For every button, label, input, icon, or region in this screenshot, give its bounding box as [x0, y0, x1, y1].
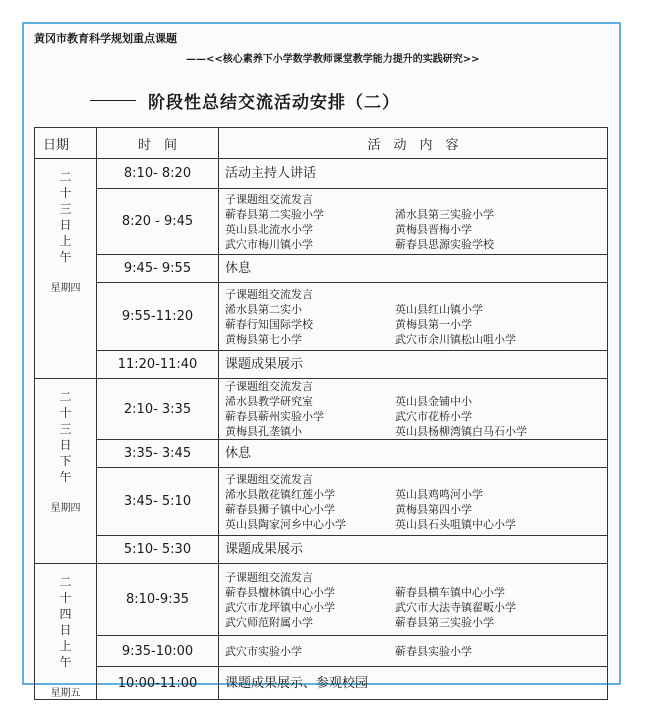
activity-heading: 子课题组交流发言: [225, 380, 313, 393]
date-label: 二 十 四 日 上 午: [59, 575, 72, 669]
school-name: 蕲春县横车镇中心小学: [395, 585, 505, 599]
activity-cell: [219, 189, 608, 255]
school-name: 英山县北流水小学: [225, 222, 313, 236]
school-name: 武穴市龙坪镇中心小学: [225, 600, 335, 614]
table-row: [35, 440, 608, 468]
school-pair: [225, 237, 607, 252]
school-name: 蕲春县狮子镇中心小学: [225, 502, 335, 516]
weekday-label: 星期四: [50, 503, 81, 514]
school-name: 黄梅县孔垄镇小: [225, 425, 302, 438]
schedule-body: [35, 159, 608, 700]
school-name: 武穴市梅川镇小学: [225, 237, 313, 251]
time-cell: 11:20-11:40: [97, 351, 219, 379]
time-cell: 3:35- 3:45: [97, 440, 219, 468]
school-pair: [225, 585, 607, 600]
table-row: [35, 564, 608, 636]
activity-cell: [219, 379, 608, 440]
activity-cell: 课题成果展示、参观校园: [219, 667, 608, 700]
time-cell: 2:10- 3:35: [97, 379, 219, 440]
school-pair: [225, 302, 607, 317]
table-header-row: [35, 128, 608, 159]
col-header-date: 日期: [35, 128, 97, 159]
school-name: 武穴市花桥小学: [395, 410, 472, 423]
time-cell: 8:10-9:35: [97, 564, 219, 636]
school-name: 蕲春县蕲州实验小学: [225, 410, 324, 423]
schedule-table: [34, 127, 608, 700]
school-pair: [225, 502, 607, 517]
activity-heading: 子课题组交流发言: [225, 472, 313, 486]
school-name: 英山县鸡鸣河小学: [395, 487, 483, 501]
table-row: [35, 536, 608, 564]
school-name: 武穴师范附属小学: [225, 615, 313, 629]
date-label: 二 十 三 日 上 午: [59, 170, 72, 264]
time-cell: 8:10- 8:20: [97, 159, 219, 189]
activity-cell: 课题成果展示: [219, 536, 608, 564]
school-name: 浠水县教学研究室: [225, 395, 313, 408]
school-name: 蕲春县实验小学: [395, 644, 472, 658]
school-pair: [225, 207, 607, 222]
school-name: 黄梅县第一小学: [395, 317, 472, 331]
date-label: 二 十 三 日 下 午: [59, 390, 72, 484]
time-cell: 9:45- 9:55: [97, 255, 219, 283]
school-name: 黄梅县第七小学: [225, 332, 302, 346]
school-pair: [225, 332, 607, 347]
school-pair: [225, 644, 607, 659]
time-cell: 3:45- 5:10: [97, 468, 219, 536]
school-pair: [225, 222, 607, 237]
time-cell: 10:00-11:00: [97, 667, 219, 700]
activity-heading: 子课题组交流发言: [225, 287, 313, 301]
activity-cell: 活动主持人讲话: [219, 159, 608, 189]
activity-cell: [219, 636, 608, 667]
table-row: [35, 189, 608, 255]
date-cell: [35, 564, 97, 700]
activity-cell: [219, 283, 608, 351]
col-header-activity: 活 动 内 容: [219, 128, 608, 159]
activity-heading: 子课题组交流发言: [225, 570, 313, 584]
date-cell: [35, 379, 97, 564]
school-name: 武穴市余川镇松山咀小学: [395, 332, 516, 346]
school-pair: [225, 615, 607, 630]
time-cell: 8:20 - 9:45: [97, 189, 219, 255]
table-row: [35, 667, 608, 700]
school-name: 蕲春县思源实验学校: [395, 237, 494, 251]
school-name: 黄梅县晋梅小学: [395, 222, 472, 236]
page-title: 阶段性总结交流活动安排（二）: [148, 93, 400, 113]
school-name: 英山县陶家河乡中心小学: [225, 517, 346, 531]
school-pair: [225, 600, 607, 615]
activity-cell: [219, 468, 608, 536]
activity-cell: [219, 564, 608, 636]
time-cell: 9:55-11:20: [97, 283, 219, 351]
table-row: [35, 636, 608, 667]
research-subtitle: ——<<核心素养下小学数学教师课堂教学能力提升的实践研究>>: [186, 54, 480, 65]
school-name: 蕲春县檀林镇中心小学: [225, 585, 335, 599]
school-name: 浠水县散花镇红莲小学: [225, 487, 335, 501]
school-pair: [225, 517, 607, 532]
title-dash: [90, 100, 136, 101]
time-cell: 5:10- 5:30: [97, 536, 219, 564]
table-row: [35, 159, 608, 189]
date-cell: [35, 159, 97, 379]
school-name: 英山县石头咀镇中心小学: [395, 517, 516, 531]
org-header: 黄冈市教育科学规划重点课题: [34, 32, 177, 45]
time-cell: 9:35-10:00: [97, 636, 219, 667]
school-name: 蕲春县第二实验小学: [225, 207, 324, 221]
table-row: [35, 379, 608, 440]
school-name: 浠水县第二实小: [225, 302, 302, 316]
table-row: [35, 351, 608, 379]
school-name: 蕲春行知国际学校: [225, 317, 313, 331]
school-pair: [225, 487, 607, 502]
school-name: 武穴市大法寺镇翟畈小学: [395, 600, 516, 614]
school-name: 武穴市实验小学: [225, 644, 302, 658]
school-name: 蕲春县第三实验小学: [395, 615, 494, 629]
table-row: [35, 283, 608, 351]
school-name: 英山县红山镇小学: [395, 302, 483, 316]
school-pair: [225, 394, 607, 409]
col-header-time: 时 间: [97, 128, 219, 159]
weekday-label: 星期五: [50, 688, 81, 699]
school-pair: [225, 424, 607, 439]
school-name: 黄梅县第四小学: [395, 502, 472, 516]
school-name: 浠水县第三实验小学: [395, 207, 494, 221]
activity-cell: 课题成果展示: [219, 351, 608, 379]
weekday-label: 星期四: [50, 283, 81, 294]
activity-cell: 休息: [219, 440, 608, 468]
school-pair: [225, 409, 607, 424]
table-row: [35, 255, 608, 283]
activity-cell: 休息: [219, 255, 608, 283]
activity-heading: 子课题组交流发言: [225, 192, 313, 206]
school-pair: [225, 317, 607, 332]
school-name: 英山县金铺中小: [395, 395, 472, 408]
table-row: [35, 468, 608, 536]
school-name: 英山县杨柳湾镇白马石小学: [395, 425, 527, 438]
